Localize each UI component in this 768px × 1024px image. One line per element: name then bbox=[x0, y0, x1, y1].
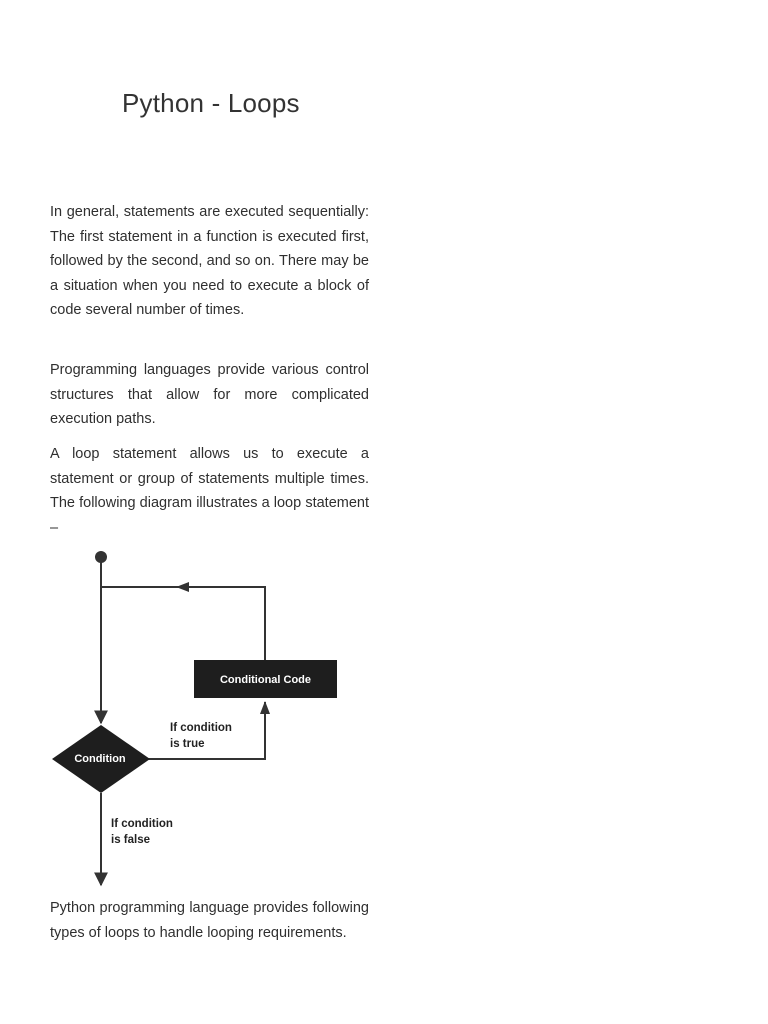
true-edge-label-line1: If condition bbox=[170, 722, 232, 734]
condition-label: Condition bbox=[74, 753, 126, 765]
false-edge-label-line1: If condition bbox=[111, 818, 173, 830]
control-structures-paragraph: Programming languages provide various control structures that allow for more complicated execution paths. bbox=[50, 362, 369, 428]
true-edge-label-line2: is true bbox=[170, 738, 205, 750]
loop-statement-paragraph: A loop statement allows us to execute a statement or group of statements multiple times. The following diagram illustrates a loop statement – bbox=[50, 446, 369, 536]
python-loops-paragraph: Python programming language provides following types of loops to handle looping requirements. bbox=[50, 900, 369, 941]
intro-paragraph: In general, statements are executed sequentially: The first statement in a function is executed first, followed by the second, and so on. There may be a situation when you need to execute a block of code several number of times. bbox=[50, 204, 369, 319]
flow-true-arrowhead bbox=[260, 701, 270, 714]
false-edge-label-line2: is false bbox=[111, 834, 150, 846]
loop-flowchart bbox=[40, 545, 360, 895]
conditional-code-label: Conditional Code bbox=[219, 674, 312, 686]
flow-loop-back-line bbox=[101, 587, 265, 660]
flow-loop-back-arrowhead bbox=[176, 582, 189, 592]
page-title: Python - Loops bbox=[122, 88, 300, 118]
